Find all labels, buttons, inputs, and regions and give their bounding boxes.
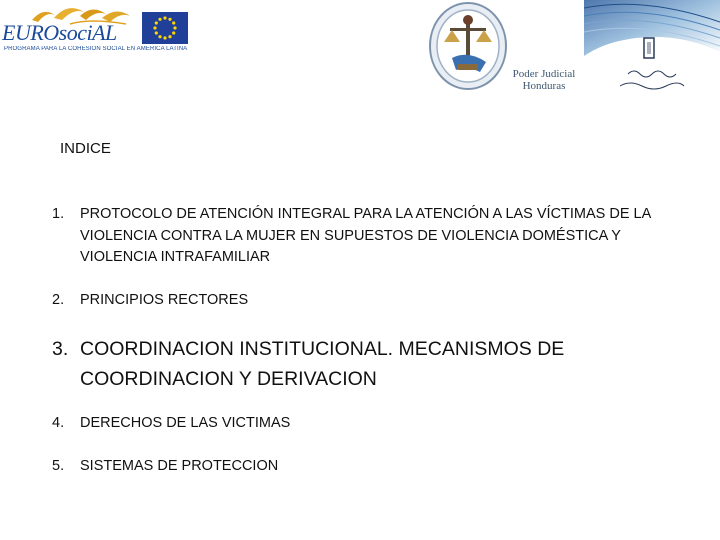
poder-judicial-line2: Honduras bbox=[522, 80, 566, 92]
index-item-5 bbox=[52, 456, 692, 478]
eurosocial-tagline: PROGRAMA PARA LA COHESIÓN SOCIAL EN AMÉRICA LATINA bbox=[4, 46, 188, 52]
index-item-4 bbox=[52, 413, 692, 435]
eu-flag-icon bbox=[142, 12, 188, 44]
header bbox=[0, 0, 720, 100]
scales-of-justice-seal-icon bbox=[428, 2, 508, 92]
index-item-2 bbox=[52, 290, 692, 312]
index-heading: INDICE bbox=[60, 140, 111, 157]
escuela-judicial-emblem-icon bbox=[614, 36, 686, 94]
index-item-number: 5. bbox=[52, 458, 65, 474]
index-item-number: 4. bbox=[52, 415, 65, 431]
index-item-1 bbox=[52, 204, 692, 269]
index-item-text: COORDINACION INSTITUCIONAL. MECANISMOS DE COORDINACION Y DERIVACION bbox=[80, 338, 565, 390]
index-item-text: SISTEMAS DE PROTECCION bbox=[80, 458, 279, 474]
index-item-number: 2. bbox=[52, 292, 65, 308]
eurosocial-wordmark: EUROsociAL bbox=[2, 20, 117, 45]
index-item-3 bbox=[52, 334, 692, 394]
eurosocial-logo bbox=[2, 2, 192, 57]
index-item-number: 3. bbox=[52, 338, 69, 360]
index-item-text: DERECHOS DE LAS VICTIMAS bbox=[80, 415, 291, 431]
index-item-number: 1. bbox=[52, 206, 65, 222]
poder-judicial-line1: Poder Judicial bbox=[512, 68, 576, 80]
index-item-text: PRINCIPIOS RECTORES bbox=[80, 292, 249, 308]
index-item-text: PROTOCOLO DE ATENCIÓN INTEGRAL PARA LA ATENCIÓN A LAS VÍCTIMAS DE LA VIOLENCIA CONTRA LA MUJER EN SUPUESTOS DE VIOLENCIA DOMÉSTICA Y VIOLENCIA INTRAFAMILIAR bbox=[80, 206, 651, 265]
poder-judicial-label bbox=[508, 68, 580, 92]
